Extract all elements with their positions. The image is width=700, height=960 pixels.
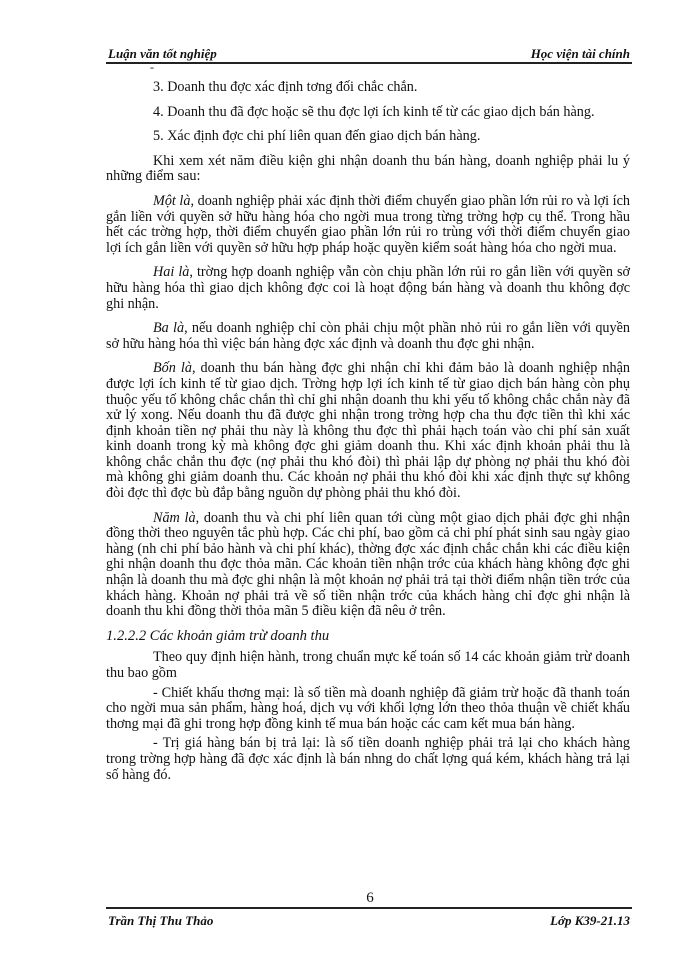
page-number: 6 xyxy=(366,890,374,906)
header-left-title: Luận văn tốt nghiệp xyxy=(108,46,217,61)
paragraph-sales-returns: - Trị giá hàng bán bị trả lại: là số tiền doanh nghiệp phải trả lại cho khách hàng trong trờng hợp hàng đã đợc xác định là bán nhng do chất lợng quá kém, khách hàng trả lại số hàng đó. xyxy=(106,735,630,783)
paragraph-mot-la: Một là, doanh nghiệp phải xác định thời điểm chuyển giao phần lớn rủi ro và lợi ích gắn liền với quyền sở hữu hàng hóa cho ngời mua trong từng trờng hợp cụ thể. Trong hầu hết các trờng hợp, thời điểm chuyển giao phần lớn rủi ro trùng với thời điểm chuyển giao lợi ích gắn liền với quyền sở hữu hợp pháp hoặc quyền kiểm soát hàng hóa cho ngời mua. xyxy=(106,192,631,256)
paragraph-condition-3: 3. Doanh thu đợc xác định tơng đối chắc chắn. xyxy=(153,79,418,95)
header-right-title: Học viện tài chính xyxy=(530,46,630,61)
footer-class: Lớp K39-21.13 xyxy=(550,913,630,928)
footer-author: Trần Thị Thu Thảo xyxy=(108,913,214,928)
footer-rule xyxy=(106,907,632,909)
page-body xyxy=(106,80,630,787)
paragraph-trade-discount: - Chiết khấu thơng mại: là số tiền mà doanh nghiệp đã giảm trừ hoặc đã thanh toán cho ngời mua sản phẩm, hàng hoá, dịch vụ với khối lợng lớn theo thỏa thuận về chiết khấu thơng mại đã ghi trong hợp đồng kinh tế mua bán hoặc các cam kết mua bán hàng. xyxy=(106,684,630,732)
paragraph-deductions-intro: Theo quy định hiện hành, trong chuẩn mực kế toán số 14 các khoản giảm trừ doanh thu bao gồm xyxy=(106,649,630,681)
paragraph-bon-la: Bốn là, doanh thu bán hàng đợc ghi nhận chỉ khi đảm bảo là doanh nghiệp nhận được lợi ích kinh tế từ giao dịch. Trờng hợp lợi ích kinh tế từ giao dịch bán hàng còn phụ thuộc yếu tố không chắc chắn thì chỉ ghi nhận doanh thu khi yếu tố không chắc chắn này đã xử lý xong. Nếu doanh thu đã được ghi nhận trong trờng hợp cha thu đợc tiền thì khi xác định khoản tiền nợ phải thu này là không thu đợc thì phải hạch toán vào chi phí sản xuất kinh doanh trong kỳ mà không đợc ghi giảm doanh thu. Khi xác định khoản phải thu là không chắc chắn thu đợc (nợ phải thu khó đòi) thì phải lập dự phòng nợ phải thu khó đòi mà không ghi giảm doanh thu. Các khoản nợ phải thu khó đòi khi xác định thực sự không đòi đợc thì đợc bù đắp bằng nguồn dự phòng phải thu khó đòi. xyxy=(106,360,630,502)
header-dash: - xyxy=(150,60,154,74)
paragraph-ba-la: Ba là, nếu doanh nghiệp chỉ còn phải chịu một phần nhỏ rủi ro gắn liền với quyền sở hữu hàng hóa thì việc bán hàng đợc xác định và doanh thu đợc ghi nhận. xyxy=(106,320,630,352)
paragraph-condition-4: 4. Doanh thu đã đợc hoặc sẽ thu đợc lợi ích kinh tế từ các giao dịch bán hàng. xyxy=(153,103,595,120)
paragraph-nam-la: Năm là, doanh thu và chi phí liên quan tới cùng một giao dịch phải đợc ghi nhận đồng thời theo nguyên tắc phù hợp. Các chi phí, bao gồm cả chi phí phát sinh sau ngày giao hàng (nh chi phí bảo hành và chi phí khác), thờng đợc xác định chắc chắn khi các điều kiện ghi nhận doanh thu đợc thỏa mãn. Các khoản tiền nhận trớc của khách hàng không đợc ghi nhận là doanh thu mà đợc ghi nhận là một khoản nợ phải trả tại thời điểm nhận tiền trớc của khách hàng. Khoản nợ phải trả về số tiền nhận trớc của khách hàng chỉ đợc ghi nhận là doanh thu khi đồng thời thỏa mãn 5 điều kiện đã nêu ở trên. xyxy=(106,509,631,620)
section-heading: 1.2.2.2 Các khoản giảm trừ doanh thu xyxy=(106,627,330,644)
paragraph-condition-5: 5. Xác định đợc chi phí liên quan đến giao dịch bán hàng. xyxy=(153,128,481,145)
paragraph-hai-la: Hai là, trờng hợp doanh nghiệp vẫn còn chịu phần lớn rủi ro gắn liền với quyền sở hữu hàng hóa thì giao dịch không đợc coi là hoạt động bán hàng và doanh thu không đợc ghi nhận. xyxy=(106,264,630,312)
paragraph-intro: Khi xem xét năm điều kiện ghi nhận doanh thu bán hàng, doanh nghiệp phải lu ý những điểm sau: xyxy=(106,152,630,185)
header-rule xyxy=(106,62,632,64)
